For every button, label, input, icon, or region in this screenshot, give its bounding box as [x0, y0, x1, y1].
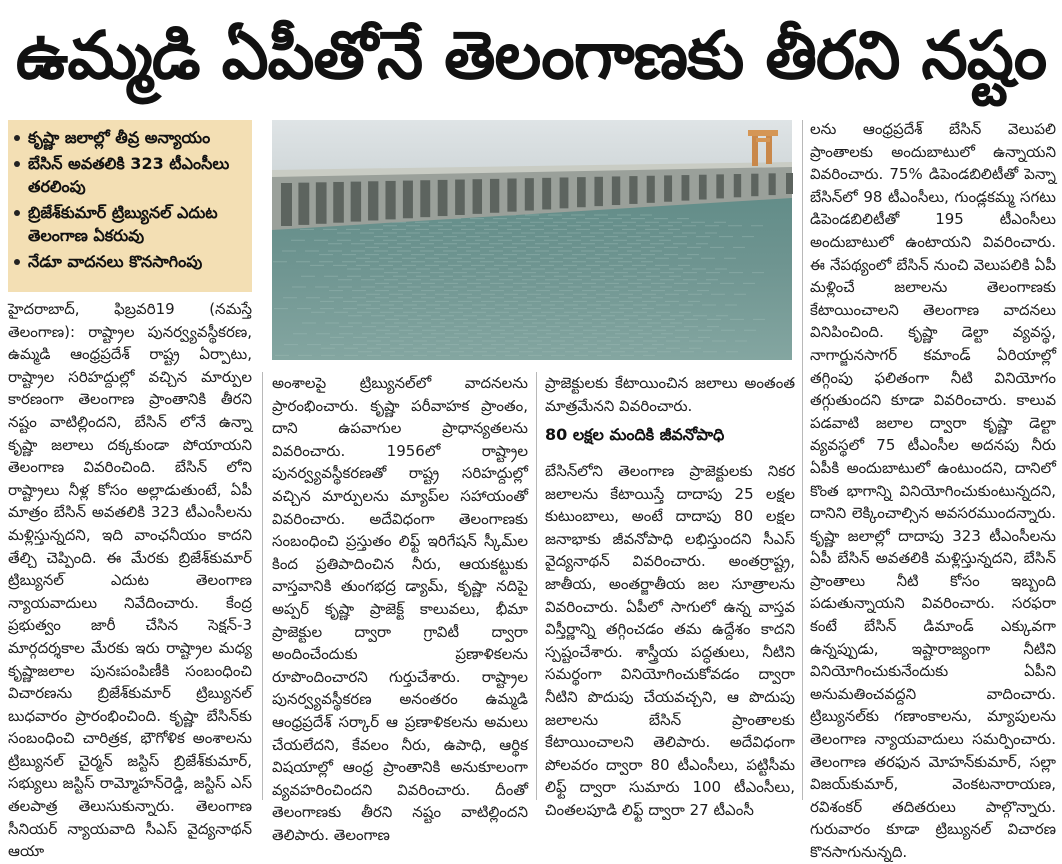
highlight-item: బేసిన్ అవతలికి 323 టీఎంసీలు తరలింపు — [14, 152, 244, 198]
article-column-4: లను ఆంధ్రప్రదేశ్ బేసిన్ వెలుపలి ప్రాంతాలకు అందుబాటులో ఉన్నాయని వివరించారు. 75% డిపెండబిలిటీతో పెన్నా బేసిన్‌లో 98 టీఎంసీలు, గుండ్లకమ్మ సగటు డిపెండబిలిటీతో 195 టీఎంసీలు అందుబాటులో ఉంటాయని వివరించారు. ఈ నేపథ్యంలో బేసిన్ నుంచి వెలుపలికి ఏపీ మళ్లించే జలాలను తెలంగాణకు కేటాయించాలని తెలంగాణ వాదనలు వినిపించింది. కృష్ణా డెల్టా వ్యవస్థ, నాగార్జునసాగర్ కమాండ్ ఏరియాల్లో తగ్గింపు ఫలితంగా నీటి వినియోగం తగ్గుతుందని కూడా వివరించారు. కాలువ పడవాటి జలాల ద్వారా కృష్ణా డెల్టా వ్యవస్థలో 75 టీఎంసీల అదనపు నీరు ఏపీకి అందుబాటులో ఉంటుందని, దానిలో కొంత భాగాన్ని వినియోగించుకుంటున్నదని, దానిని లెక్కించాల్సిన అవసరముందన్నారు. కృష్ణా జలాల్లో దాదాపు 323 టీఎంసీలను ఏపీ బేసిన్ అవతలికి మళ్లిస్తున్నదని, బేసిన్ ప్రాంతాలు నీటి కోసం ఇబ్బంది పడుతున్నాయని వివరించారు. సరఫరా కంటే బేసిన్ డిమాండ్ ఎక్కువగా ఉన్నప్పుడు, ఇష్టారాజ్యంగా నీటిని వినియోగించుకునేందుకు ఏపీని అనుమతించవద్దని వాదించారు. ట్రిబ్యునల్‌కు గణాంకాలను, మ్యాపులను తెలంగాణ న్యాయవాదులు సమర్పించారు. తెలంగాణ తరఫున మోహన్‌కుమార్, సల్లా విజయ్‌కుమార్, వెంకటనారాయణ, రవిశంకర్ తదితరులు పాల్గొన్నారు. గురువారం కూడా ట్రిబ్యునల్ విచారణ కొనసాగునున్నది. — [810, 120, 1056, 861]
subheading: 80 లక్షల మందికి జీవనోపాధి — [545, 425, 725, 444]
article-column-2: అంశాలపై ట్రిబ్యునల్‌లో వాదనలను ప్రారంభించారు. కృష్ణా పరీవాహక ప్రాంతం, దాని ఉపవాగుల ప్రాధాన్యతలను వివరించారు. 1956లో రాష్ట్రాల పునర్వ్యవస్థీకరణతో రాష్ట్ర సరిహద్దుల్లో వచ్చిన మార్పులను మ్యాప్‌ల సహాయంతో వివరించారు. అదేవిధంగా తెలంగాణకు సంబంధించి ప్రస్తుతం లిఫ్ట్ ఇరిగేషన్ స్కీమ్‌ల కింద ప్రతిపాదించిన నీరు, ఆయకట్టుకు వాస్తవానికి తుంగభద్ర డ్యామ్, కృష్ణా నదిపై అప్పర్ కృష్ణా ప్రాజెక్ట్ కాలువలు, భీమా ప్రాజెక్టుల ద్వారా గ్రావిటీ ద్వారా అందించేందుకు ప్రణాళికలను రూపొందించారని గుర్తుచేశారు. రాష్ట్రాల పునర్వ్యవస్థీకరణ అనంతరం ఉమ్మడి ఆంధ్రప్రదేశ్ సర్కార్ ఆ ప్రణాళికలను అమలు చేయలేదని, కేవలం నీరు, ఉపాధి, ఆర్థిక విషయాల్లో ఆంధ్ర ప్రాంతానికి అనుకూలంగా వ్యవహరించిందని వివరించారు. దీంతో తెలంగాణకు తీరని నష్టం వాటిల్లిందని తెలిపారు. తెలంగాణ — [272, 374, 528, 844]
headline: ఉమ్మడి ఏపీతోనే తెలంగాణకు తీరని నష్టం — [15, 17, 1047, 94]
dam-photo — [272, 120, 792, 360]
column-divider — [536, 372, 537, 800]
highlight-item: నేడూ వాదనలు కొనసాగింపు — [14, 250, 244, 273]
article-column-1: హైదరాబాద్, ఫిబ్రవరి19 (నమస్తే తెలంగాణ): రాష్ట్రాల పునర్వ్యవస్థీకరణ, ఉమ్మడి ఆంధ్రప్రదేశ్ రాష్ట్ర ఏర్పాటు, రాష్ట్రాల సరిహద్దుల్లో వచ్చిన మార్పుల కారణంగా తెలంగాణ ప్రాంతానికి తీరని నష్టం వాటిల్లిందని, బేసిన్ లోనే ఉన్నా కృష్ణా జలాలు దక్కకుండా పోయాయని తెలంగాణ వివరించింది. బేసిన్ లోని రాష్ట్రాలు నీళ్ల కోసం అల్లాడుతుంటే, ఏపీ మాత్రం బేసిన్ అవతలికి 323 టీఎంసీలను మళ్లిస్తున్నదని, ఇది వాంఛనీయం కాదని తేల్చి చెప్పింది. ఈ మేరకు బ్రిజేశ్‌కుమార్ ట్రిబ్యునల్ ఎదుట తెలంగాణ న్యాయవాదులు నివేదించారు. కేంద్ర ప్రభుత్వం జారీ చేసిన సెక్షన్-3 మార్గదర్శకాల మేరకు ఇరు రాష్ట్రాల మధ్య కృష్ణాజలాల పునఃపంపిణీకి సంబంధించి విచారణను బ్రిజేశ్‌కుమార్ ట్రిబ్యునల్ బుధవారం ప్రారంభించింది. కృష్ణా బేసిన్‌కు సంబంధించి చారిత్రక, భౌగోళిక అంశాలను ట్రిబ్యునల్ చైర్మన్ జస్టిస్ బ్రిజేశ్‌కుమార్, సభ్యులు జస్టిస్ రామ్మోహన్‌రెడ్డి, జస్టిస్ ఎస్ తలపాత్ర తెలుసుకున్నారు. తెలంగాణ సీనియర్ న్యాయవాది సీఎస్ వైద్యనాథన్ ఆయా — [8, 300, 252, 861]
highlights-list — [14, 126, 244, 273]
column-divider — [802, 120, 803, 800]
column-divider — [262, 372, 263, 800]
highlights-box — [8, 120, 252, 292]
highlight-item: బ్రిజేశ్‌కుమార్ ట్రిబ్యునల్ ఎదుట తెలంగాణ ఏకరువు — [14, 201, 244, 247]
article-column-3-intro: ప్రాజెక్టులకు కేటాయించిన జలాలు అంతంత మాత్రమేనని వివరించారు. — [545, 374, 795, 415]
article-column-3: బేసిన్‌లోని తెలంగాణ ప్రాజెక్టులకు నికర జలాలను కేటాయిస్తే దాదాపు 25 లక్షల కుటుంబాలు, అంటే దాదాపు 80 లక్షల జనాభాకు జీవనోపాధి లభిస్తుందని సీఎస్ వైద్యనాథన్ వివరించారు. అంతర్రాష్ట్ర, జాతీయ, అంతర్జాతీయ జల సూత్రాలను వివరించారు. ఏపీలో సాగులో ఉన్న వాస్తవ విస్తీర్ణాన్ని తగ్గించడం తమ ఉద్దేశం కాదని స్పష్టంచేశారు. శాస్త్రీయ పద్ధతులు, నీటిని సమర్థంగా వినియోగించుకోవడం ద్వారా నీటిని పొదుపు చేయవచ్చని, ఆ పొదుపు జలాలను బేసిన్ ప్రాంతాలకు కేటాయించాలని తెలిపారు. అదేవిధంగా పోలవరం ద్వారా 80 టీఎంసీలు, పట్టిసీమ లిఫ్ట్ ద్వారా సుమారు 100 టీఎంసీలు, చింతలపూడి లిఫ్ట్ ద్వారా 27 టీఎంసీ — [545, 462, 795, 819]
highlight-item: కృష్ణా జలాల్లో తీవ్ర అన్యాయం — [14, 126, 244, 149]
